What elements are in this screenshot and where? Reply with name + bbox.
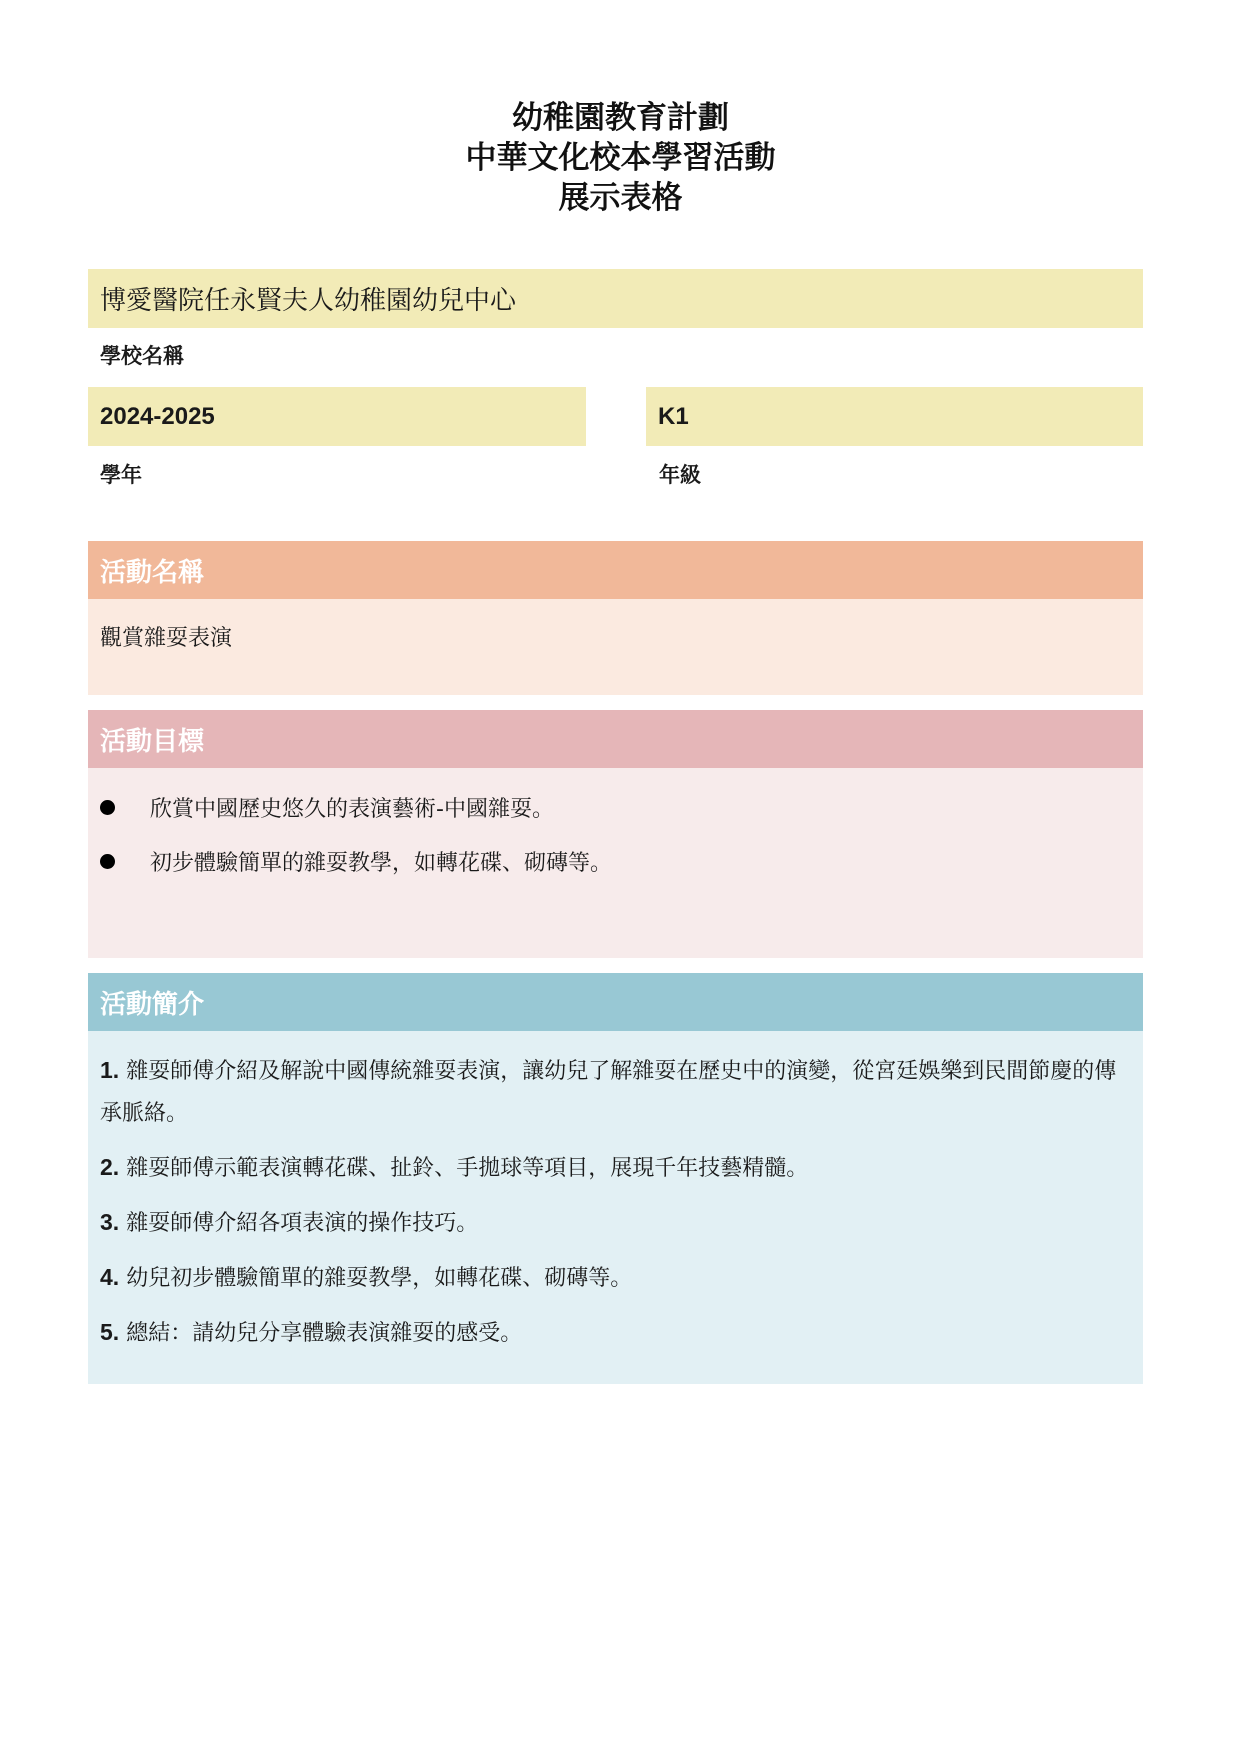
objectives-body bbox=[88, 768, 1143, 958]
document-title bbox=[0, 98, 1241, 218]
school-name-label: 學校名稱 bbox=[100, 344, 184, 368]
item-text: 雜耍師傅介紹各項表演的操作技巧。 bbox=[126, 1211, 479, 1236]
introduction-item bbox=[100, 1049, 1131, 1135]
item-text: 幼兒初步體驗簡單的雜耍教學，如轉花碟、砌磚等。 bbox=[126, 1266, 633, 1291]
school-year-field bbox=[88, 387, 586, 446]
introduction-item bbox=[100, 1146, 1131, 1190]
bullet-icon bbox=[100, 854, 115, 869]
objective-text: 欣賞中國歷史悠久的表演藝術-中國雜耍。 bbox=[150, 797, 554, 822]
school-name-field bbox=[88, 269, 1143, 328]
item-number: 3. bbox=[100, 1209, 120, 1235]
objectives-heading: 活動目標 bbox=[100, 726, 205, 757]
bullet-icon bbox=[100, 800, 115, 815]
activity-name-body bbox=[88, 599, 1143, 695]
introduction-body bbox=[88, 1031, 1143, 1384]
introduction-item bbox=[100, 1201, 1131, 1245]
introduction-item bbox=[100, 1311, 1131, 1355]
objectives-header bbox=[88, 710, 1143, 768]
school-year-label: 學年 bbox=[100, 463, 142, 487]
item-text: 雜耍師傅介紹及解說中國傳統雜耍表演，讓幼兒了解雜耍在歷史中的演變，從宮廷娛樂到民間節慶的傳承脈絡。 bbox=[100, 1059, 1117, 1126]
school-year-value: 2024-2025 bbox=[100, 402, 215, 430]
title-line-2: 中華文化校本學習活動 bbox=[465, 140, 776, 176]
grade-field bbox=[646, 387, 1143, 446]
title-line-3: 展示表格 bbox=[558, 180, 683, 216]
grade-label: 年級 bbox=[659, 463, 701, 487]
activity-name-header bbox=[88, 541, 1143, 599]
item-number: 5. bbox=[100, 1319, 120, 1345]
introduction-item bbox=[100, 1256, 1131, 1300]
activity-name-value: 觀賞雜耍表演 bbox=[100, 626, 233, 651]
item-number: 4. bbox=[100, 1264, 120, 1290]
objective-text: 初步體驗簡單的雜耍教學，如轉花碟、砌磚等。 bbox=[150, 851, 613, 876]
item-text: 總結：請幼兒分享體驗表演雜耍的感受。 bbox=[126, 1321, 523, 1346]
objective-item bbox=[100, 846, 612, 877]
school-name-value: 博愛醫院任永賢夫人幼稚園幼兒中心 bbox=[100, 286, 517, 316]
item-number: 1. bbox=[100, 1057, 120, 1083]
objective-item bbox=[100, 792, 554, 823]
introduction-heading: 活動簡介 bbox=[100, 989, 205, 1020]
item-number: 2. bbox=[100, 1154, 120, 1180]
introduction-header bbox=[88, 973, 1143, 1031]
grade-value: K1 bbox=[658, 402, 689, 430]
activity-name-heading: 活動名稱 bbox=[100, 557, 205, 588]
item-text: 雜耍師傅示範表演轉花碟、扯鈴、手拋球等項目，展現千年技藝精髓。 bbox=[126, 1156, 809, 1181]
title-line-1: 幼稚園教育計劃 bbox=[512, 100, 729, 136]
